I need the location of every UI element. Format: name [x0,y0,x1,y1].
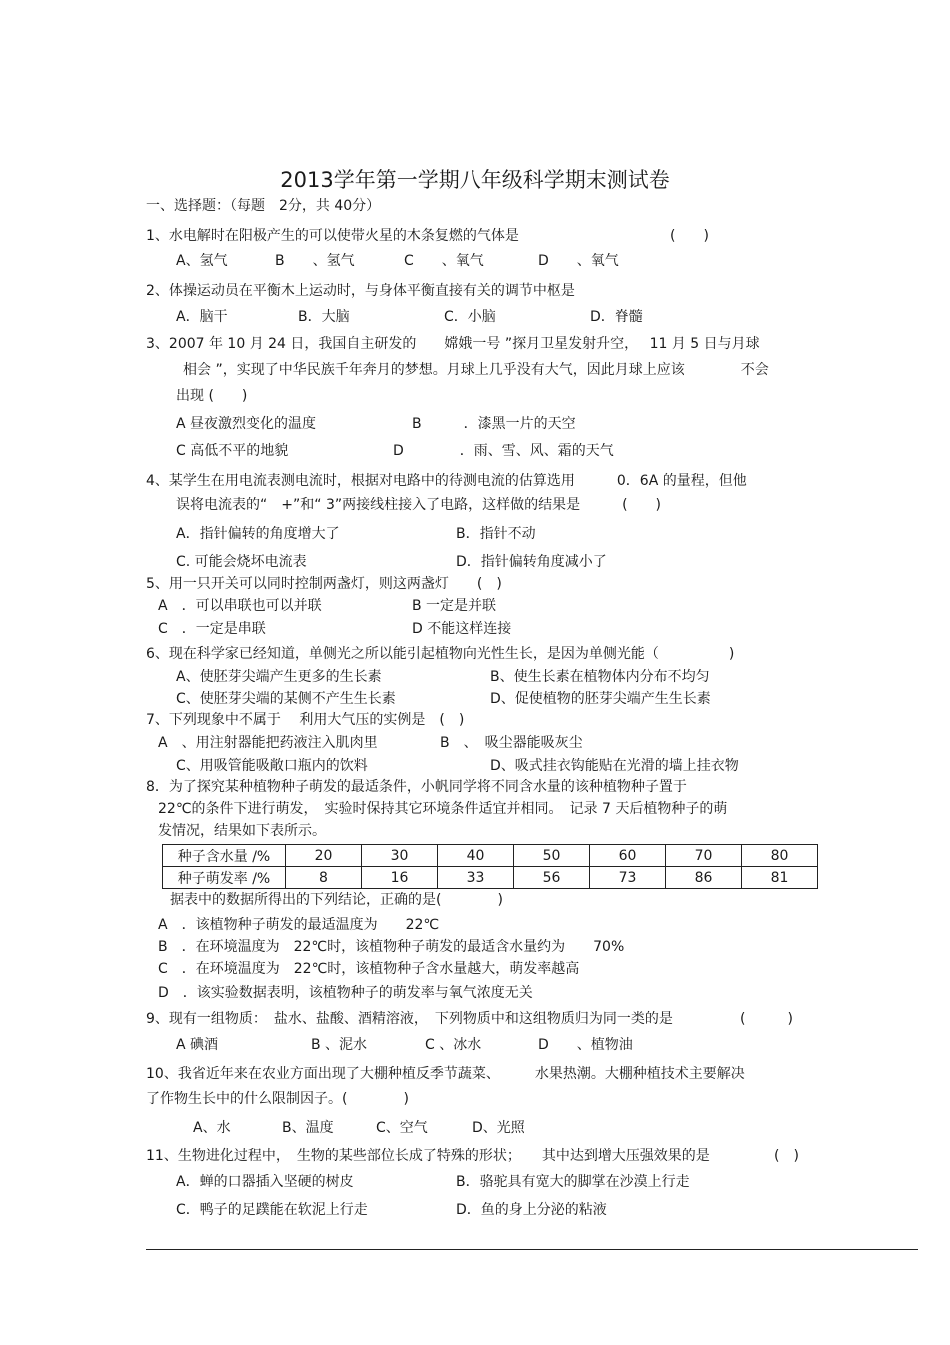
table-cell: 50 [514,845,590,867]
q9-option-d: D 、植物油 [538,1037,633,1053]
q9-option-b: B 、泥水 [311,1037,368,1053]
q9-option-c: C 、冰水 [425,1037,482,1053]
table-row [163,845,818,867]
q3-option-c: C 高低不平的地貌 [176,443,289,459]
q1-stem: 1、水电解时在阳极产生的可以使带火星的木条复燃的气体是 [146,228,519,244]
q9-answer-paren: ( ) [740,1011,793,1027]
q10-option-c: C、空气 [376,1120,428,1136]
q6-option-d: D、促使植物的胚芽尖端产生生长素 [490,691,711,707]
q7-option-d: D、吸式挂衣钩能贴在光滑的墙上挂衣物 [490,758,739,774]
q5-stem: 5、用一只开关可以同时控制两盏灯，则这两盏灯 ( ) [146,576,502,592]
q1-option-c: C 、氧气 [404,253,484,269]
q11-answer-paren: ( ) [774,1148,799,1164]
q2-option-a: A．脑干 [176,309,228,325]
table-cell: 60 [590,845,666,867]
q2-option-c: C．小脑 [444,309,496,325]
table-row-label-germination: 种子萌发率 /% [163,867,286,889]
table-cell: 33 [438,867,514,889]
table-cell: 81 [742,867,818,889]
q2-stem: 2、体操运动员在平衡木上运动时，与身体平衡直接有关的调节中枢是 [146,283,575,299]
q8-option-d: D ．该实验数据表明，该植物种子的萌发率与氧气浓度无关 [158,985,533,1001]
q10-option-a: A、水 [193,1120,231,1136]
table-cell: 73 [590,867,666,889]
q2-option-d: D．脊髓 [590,309,643,325]
q9-stem: 9、现有一组物质： 盐水、盐酸、酒精溶液， 下列物质中和这组物质归为同一类的是 [146,1011,673,1027]
q3-option-a: A 昼夜激烈变化的温度 [176,416,317,432]
q4-option-b: B．指针不动 [456,526,536,542]
q8-stem-line2: 22℃的条件下进行萌发， 实验时保持其它环境条件适宜并相同。 记录 7 天后植物种子的萌 [158,801,728,817]
q1-option-a: A、氢气 [176,253,228,269]
q4-option-d: D．指针偏转角度减小了 [456,554,607,570]
q6-option-b: B、使生长素在植物体内分布不均匀 [490,669,710,685]
q3-stem-line1: 3、2007 年 10 月 24 日，我国自主研发的 嫦娥一号 ”探月卫星发射升空， 11 月 5 日与月球 [146,336,760,352]
table-cell: 30 [362,845,438,867]
table-cell: 20 [286,845,362,867]
q8-option-c: C ．在环境温度为 22℃时，该植物种子含水量越大，萌发率越高 [158,961,580,977]
table-cell: 70 [666,845,742,867]
q4-option-a: A．指针偏转的角度增大了 [176,526,340,542]
q10-stem-line1: 10、我省近年来在农业方面出现了大棚种植反季节蔬菜、 水果热潮。大棚种植技术主要解决 [146,1066,745,1082]
table-cell: 86 [666,867,742,889]
q11-option-a: A．蝉的口器插入坚硬的树皮 [176,1174,354,1190]
q7-option-c: C、用吸管能吸敞口瓶内的饮料 [176,758,368,774]
q7-option-b: B 、 吸尘器能吸灰尘 [440,735,583,751]
table-row-label-water: 种子含水量 /% [163,845,286,867]
q5-option-c: C ．一定是串联 [158,621,266,637]
q3-stem-line2: 相会 ”，实现了中华民族千年奔月的梦想。月球上几乎没有大气，因此月球上应该 不会 [183,362,769,378]
q10-option-b: B、温度 [282,1120,334,1136]
table-row [163,867,818,889]
q6-option-a: A、使胚芽尖端产生更多的生长素 [176,669,382,685]
table-cell: 40 [438,845,514,867]
q11-option-b: B．骆驼具有宽大的脚掌在沙漠上行走 [456,1174,690,1190]
table-cell: 16 [362,867,438,889]
q10-stem-line2: 了作物生长中的什么限制因子。( ) [146,1091,409,1107]
q1-option-d: D 、氧气 [538,253,619,269]
q2-option-b: B．大脑 [298,309,350,325]
q8-option-b: B ．在环境温度为 22℃时，该植物种子萌发的最适含水量约为 70% [158,939,625,955]
q1-answer-paren: ( ) [670,228,709,244]
q9-option-a: A 碘酒 [176,1037,219,1053]
q8-stem-line1: 8．为了探究某种植物种子萌发的最适条件，小帆同学将不同含水量的该种植物种子置于 [146,779,687,795]
q6-option-c: C、使胚芽尖端的某侧不产生生长素 [176,691,396,707]
section-heading: 一、选择题：（每题 2分，共 40分） [146,198,381,214]
seed-data-table [162,844,818,889]
q8-stem-line3: 发情况，结果如下表所示。 [158,823,326,839]
q3-stem-line3: 出现 ( ) [176,388,248,404]
q8-option-a: A ．该植物种子萌发的最适温度为 22℃ [158,917,440,933]
q7-stem: 7、下列现象中不属于 利用大气压的实例是 ( ) [146,712,465,728]
q4-option-c: C. 可能会烧坏电流表 [176,554,307,570]
q5-option-a: A ．可以串联也可以并联 [158,598,322,614]
q11-option-d: D．鱼的身上分泌的粘液 [456,1202,607,1218]
q5-option-b: B 一定是并联 [412,598,497,614]
q5-option-d: D 不能这样连接 [412,621,512,637]
q3-option-d: D ．雨、雪、风、霜的天气 [393,443,614,459]
q11-stem: 11、生物进化过程中， 生物的某些部位长成了特殊的形状； 其中达到增大压强效果的是 [146,1148,710,1164]
q6-stem: 6、现在科学家已经知道，单侧光之所以能引起植物向光性生长，是因为单侧光能（ ) [146,646,735,662]
q4-stem-line1: 4、某学生在用电流表测电流时，根据对电路中的待测电流的估算选用 0．6A 的量程，但他 [146,473,747,489]
q11-option-c: C．鸭子的足蹼能在软泥上行走 [176,1202,368,1218]
q4-stem-line2: 误将电流表的“ +”和“ 3”两接线柱接入了电路，这样做的结果是 ( ) [176,497,662,513]
table-cell: 56 [514,867,590,889]
footer-divider [146,1249,918,1250]
page-title: 2013学年第一学期八年级科学期末测试卷 [280,168,670,192]
q3-option-b: B ．漆黑一片的天空 [412,416,576,432]
table-cell: 8 [286,867,362,889]
q1-option-b: B 、氢气 [275,253,355,269]
q10-option-d: D、光照 [472,1120,525,1136]
table-cell: 80 [742,845,818,867]
q8-table-followup: 据表中的数据所得出的下列结论，正确的是( ) [170,892,503,908]
q7-option-a: A 、用注射器能把药液注入肌肉里 [158,735,378,751]
